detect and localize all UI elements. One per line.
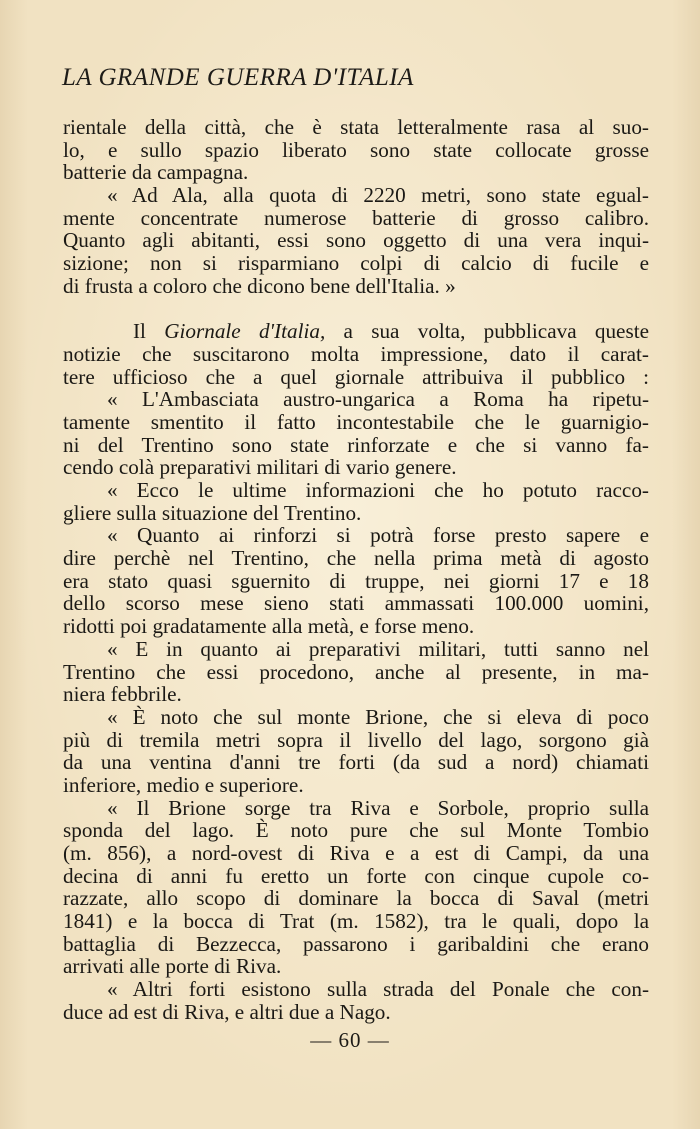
text-line: (m. 856), a nord-ovest di Riva e a est di Campi, da una [63,841,649,865]
text-line: di frusta a coloro che dicono bene dell'Italia. » [63,273,456,298]
text-line: « È noto che sul monte Brione, che si eleva di poco [107,704,649,729]
text-line: batterie da campagna. [63,160,249,185]
paragraph-gap [63,298,649,321]
text-line: inferiore, medio e superiore. [63,772,304,797]
text-line: « Ecco le ultime informazioni che ho potuto racco- [107,478,649,502]
text-line: sponda del lago. È noto pure che sul Monte Tombio [63,818,649,843]
text-line: lo, e sullo spazio liberato sono state collocate grosse [63,137,649,162]
text-line: rientale della città, che è stata letteralmente rasa al suo- [63,115,649,139]
text-line: mente concentrate numerose batterie di grosso calibro. [63,205,649,230]
text-line: « Il Brione sorge tra Riva e Sorbole, proprio sulla [107,795,649,820]
newspaper-title: Giornale d'Italia, [164,319,326,344]
text-line: 1841) e la bocca di Trat (m. 1582), tra le quali, dopo la [63,909,649,934]
text-line: ni del Trentino sono state rinforzate e che si vanno fa- [63,432,649,457]
text-line: duce ad est di Riva, e altri due a Nago. [63,999,391,1024]
text-line: da una ventina d'anni tre forti (da sud a nord) chiamati [63,750,649,775]
text-line: tamente smentito il fatto incontestabile che le guarnigio- [63,409,649,434]
text-line: Trentino che essi procedono, anche al presente, in ma- [63,659,649,684]
running-head: LA GRANDE GUERRA D'ITALIA [62,64,414,91]
text-line: Quanto agli abitanti, essi sono oggetto di una vera inqui- [63,228,649,253]
text-line: « Ad Ala, alla quota di 2220 metri, sono state egual- [107,183,649,208]
text-line: niera febbrile. [63,682,182,707]
text-line: « E in quanto ai preparativi militari, tutti sanno nel [107,636,649,661]
text-line: notizie che suscitarono molta impressione, dato il carat- [63,341,649,366]
text-line: arrivati alle porte di Riva. [63,954,282,979]
text-line: razzate, allo scopo di dominare la bocca di Saval (metri [63,886,649,911]
text-line: battaglia di Bezzecca, passarono i garibaldini che erano [63,931,649,956]
text-run: a sua volta, pubblicava queste [325,319,649,344]
text-line: ridotti poi gradatamente alla metà, e forse meno. [63,614,475,639]
text-line: gliere sulla situazione del Trentino. [63,500,362,525]
text-run: Il [133,319,165,344]
page-number: — 60 — [310,1028,390,1052]
text-line [63,320,649,343]
text-line: decina di anni fu eretto un forte con cinque cupole co- [63,863,649,888]
text-line: « Altri forti esistono sulla strada del Ponale che con- [107,977,649,1002]
text-line: dello scorso mese sieno stati ammassati 100.000 uomini, [63,591,649,616]
body-text [63,116,649,1024]
text-line: « L'Ambasciata austro-ungarica a Roma ha ripetu- [107,387,649,412]
text-line: cendo colà preparativi militari di vario genere. [63,455,457,480]
text-line: dire perchè nel Trentino, che nella prima metà di agosto [63,546,649,571]
text-line: tere ufficioso che a quel giornale attribuiva il pubblico : [63,364,649,389]
text-line: era stato quasi sguernito di truppe, nei giorni 17 e 18 [63,568,649,593]
text-line: « Quanto ai rinforzi si potrà forse presto sapere e [107,523,649,548]
text-line: sizione; non si risparmiano colpi di calcio di fucile e [63,251,649,276]
text-line: più di tremila metri sopra il livello del lago, sorgono già [63,727,649,752]
